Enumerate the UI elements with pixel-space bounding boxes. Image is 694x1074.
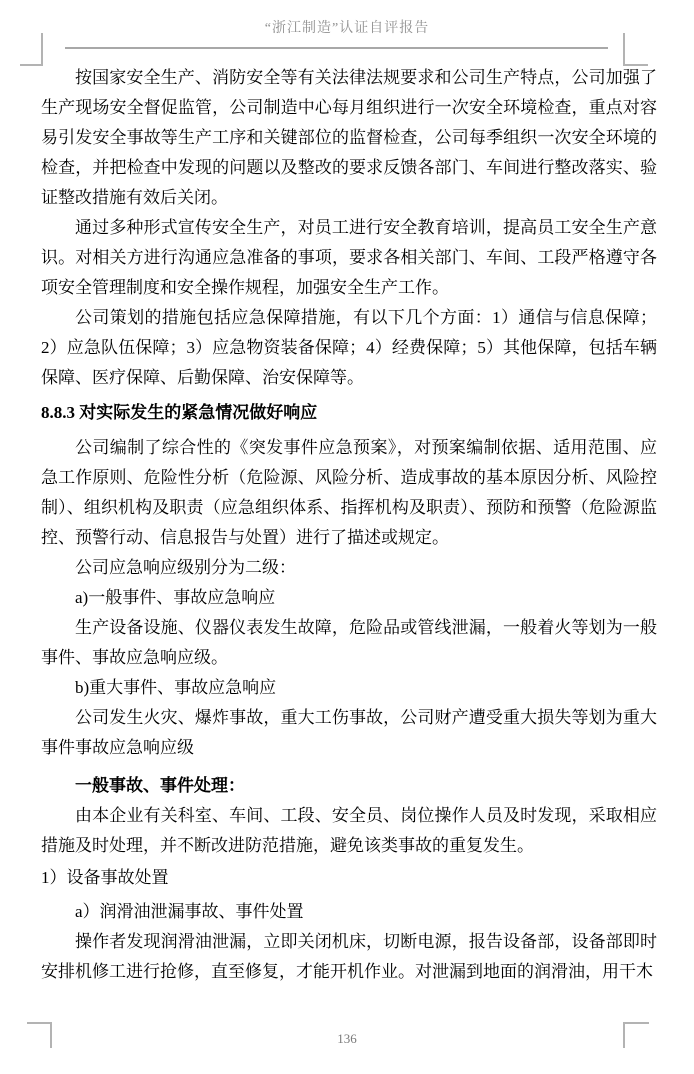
paragraph: 由本企业有关科室、车间、工段、安全员、岗位操作人员及时发现，采取相应措施及时处理，并不断改进防范措施，避免该类事故的重复发生。: [41, 806, 657, 855]
paragraph: 通过多种形式宣传安全生产，对员工进行安全教育培训，提高员工安全生产意识。对相关方进行沟通应急准备的事项，要求各相关部门、车间、工段严格遵守各项安全管理制度和安全操作规程，加强安全生产工作。: [41, 218, 657, 297]
paragraph: 公司应急响应级别分为二级：: [75, 558, 296, 577]
header-rule: [65, 47, 608, 49]
crop-mark-top-right: [623, 33, 648, 66]
paragraph: 1）设备事故处置: [41, 868, 169, 887]
paragraph: a)一般事件、事故应急响应: [75, 588, 276, 607]
paragraph: b)重大事件、事故应急响应: [75, 678, 277, 697]
paragraph: 公司策划的措施包括应急保障措施，有以下几个方面：1）通信与信息保障；2）应急队伍保障；3）应急物资装备保障；4）经费保障；5）其他保障，包括车辆保障、医疗保障、后勤保障、治安保障等。: [41, 308, 657, 387]
document-body: [41, 63, 657, 987]
paragraph: a）润滑油泄漏事故、事件处置: [75, 902, 304, 921]
paragraph: 生产设备设施、仪器仪表发生故障，危险品或管线泄漏，一般着火等划为一般事件、事故应急响应级。: [41, 618, 657, 667]
header-title: “浙江制造”认证自评报告: [264, 21, 430, 36]
paragraph: 按国家安全生产、消防安全等有关法律法规要求和公司生产特点，公司加强了生产现场安全督促监管，公司制造中心每月组织进行一次安全环境检查，重点对容易引发安全事故等生产工序和关键部位的监督检查，公司每季组织一次安全环境的检查，并把检查中发现的问题以及整改的要求反馈各部门、车间进行整改落实、验证整改措施有效后关闭。: [41, 68, 657, 207]
paragraph: 操作者发现润滑油泄漏，立即关闭机床，切断电源，报告设备部，设备部即时安排机修工进行抢修，直至修复，才能开机作业。对泄漏到地面的润滑油，用干木: [41, 932, 657, 981]
section-heading: 8.8.3 对实际发生的紧急情况做好响应: [41, 403, 318, 422]
page-footer: [0, 1031, 694, 1047]
paragraph: 公司编制了综合性的《突发事件应急预案》，对预案编制依据、适用范围、应急工作原则、危险性分析（危险源、风险分析、造成事故的基本原因分析、风险控制）、组织机构及职责（应急组织体系、指挥机构及职责）、预防和预警（危险源监控、预警行动、信息报告与处置）进行了描述或规定。: [41, 438, 657, 547]
paragraph: 公司发生火灾、爆炸事故，重大工伤事故，公司财产遭受重大损失等划为重大事件事故应急响应级: [41, 708, 657, 757]
crop-mark-top-left: [20, 33, 43, 66]
paragraph: 一般事故、事件处理：: [75, 776, 245, 795]
page-number: 136: [337, 1031, 357, 1046]
